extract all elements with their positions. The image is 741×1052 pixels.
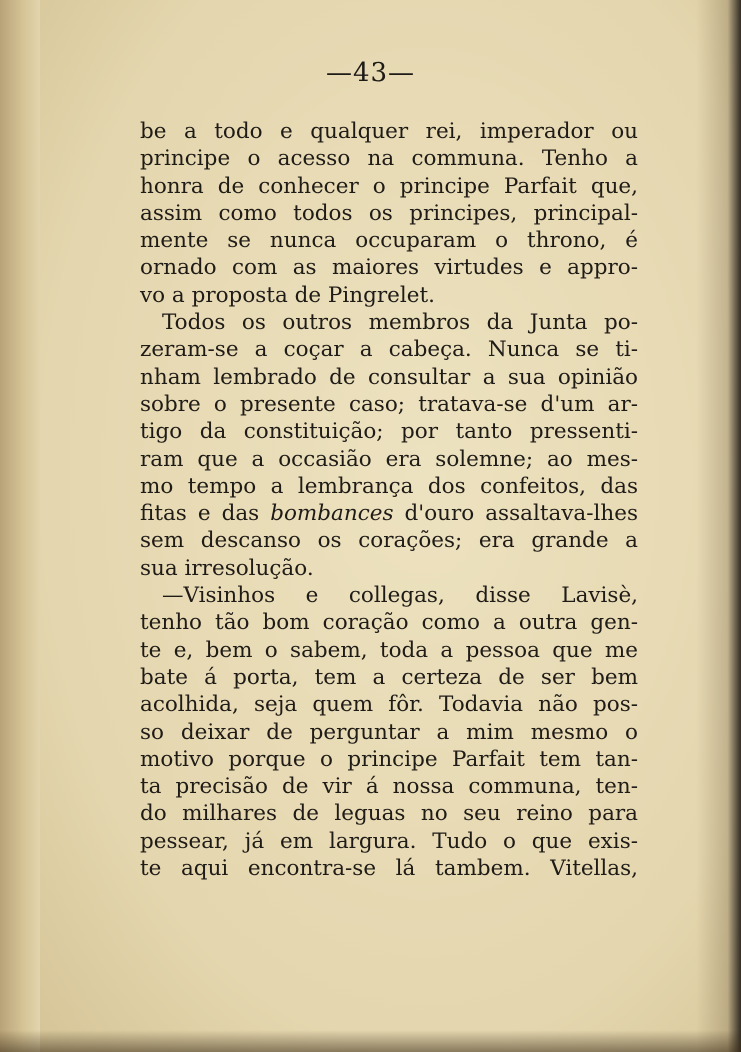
text-line: pessear, já em largura. Tudo o que exis-: [140, 828, 638, 854]
page-number: —43—: [325, 58, 416, 88]
text-line: so deixar de perguntar a mim mesmo o: [140, 719, 638, 745]
text-line: sem descanso os corações; era grande a: [140, 528, 638, 554]
paragraph-first-line: Todos os outros membros da Junta po-: [162, 310, 638, 336]
text-line: sua irresolução.: [140, 555, 314, 581]
text-line: ram que a occasião era solemne; ao mes-: [140, 446, 638, 472]
text-line: nham lembrado de consultar a sua opinião: [140, 364, 638, 390]
italic-word: bombances: [270, 501, 394, 527]
text-line: tigo da constituição; por tanto pressenti-: [140, 419, 638, 445]
text-line: be a todo e qualquer rei, imperador ou: [140, 119, 638, 144]
text-line: ta precisão de vir á nossa communa, ten-: [140, 774, 638, 800]
text-line: tenho tão bom coração como a outra gen-: [140, 610, 638, 636]
text-line: zeram-se a coçar a cabeça. Nunca se ti-: [140, 337, 638, 363]
text-line: sobre o presente caso; tratava-se d'um ar-: [140, 391, 638, 417]
page-bottom-shadow: [0, 1030, 741, 1052]
text-line: te e, bem o sabem, toda a pessoa que me: [140, 637, 638, 663]
text-line: honra de conhecer o principe Parfait que,: [140, 173, 638, 199]
text-line: te aqui encontra-se lá tambem. Vitellas,: [140, 856, 638, 882]
text-line: mente se nunca occuparam o throno, é: [140, 228, 638, 254]
dialogue-first-line: —Visinhos e collegas, disse Lavisè,: [162, 583, 638, 609]
book-binding: [0, 0, 41, 1052]
text-line: acolhida, seja quem fôr. Todavia não pos-: [140, 692, 638, 718]
text-line-with-italic: [140, 500, 638, 527]
text-line: bate á porta, tem a certeza de ser bem: [140, 664, 638, 690]
text-line: ornado com as maiores virtudes e appro-: [140, 255, 638, 281]
text-line: motivo porque o principe Parfait tem tan-: [140, 746, 638, 772]
text-line: do milhares de leguas no seu reino para: [140, 801, 638, 827]
text-line: assim como todos os principes, principal-: [140, 200, 638, 226]
body-text: [140, 118, 638, 882]
text-line: mo tempo a lembrança dos confeitos, das: [140, 473, 638, 499]
page-edge-shadow: [696, 0, 741, 1052]
text-line: vo a proposta de Pingrelet.: [140, 282, 435, 308]
text-segment: fitas e das: [140, 501, 271, 527]
text-segment: d'ouro assaltava-lhes: [393, 501, 638, 527]
text-line: principe o acesso na communa. Tenho a: [140, 146, 638, 172]
